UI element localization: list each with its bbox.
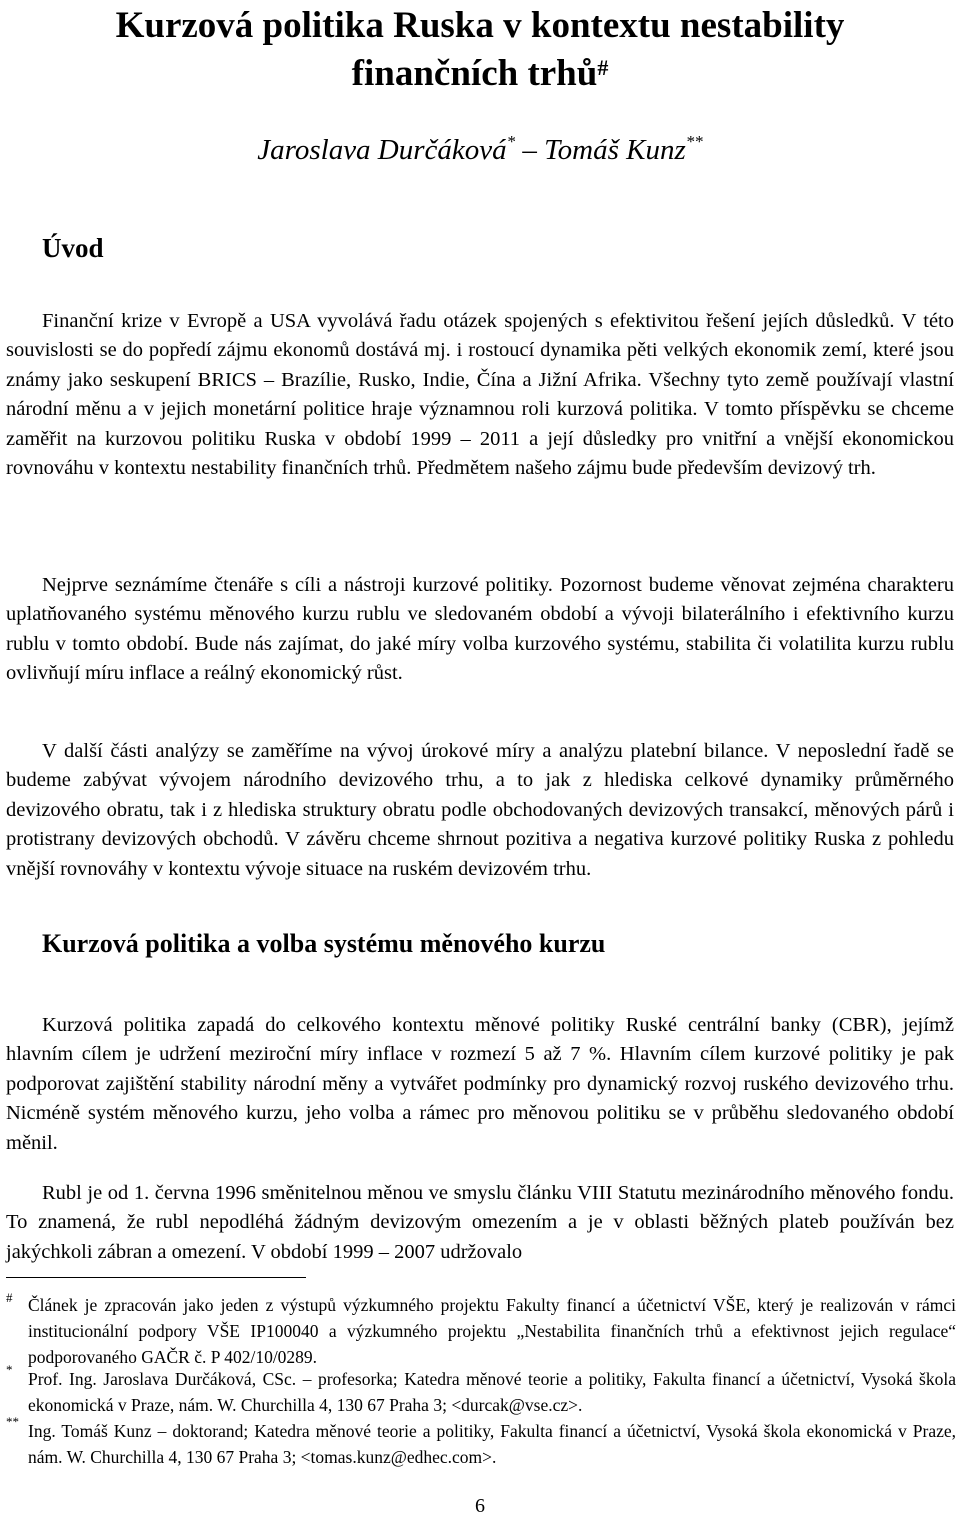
title-footnote-mark: # (597, 55, 609, 80)
page-number: 6 (475, 1495, 485, 1517)
author-separator: – (522, 134, 537, 166)
paragraph-section2-1: Kurzová politika zapadá do celkového kontextu měnové politiky Ruské centrální banky (CBR), jejímž hlavním cílem je udržení meziroční míry inflace v rozmezí 5 až 7 %. Hlavním cílem kurzové politiky je pak podporovat zajištění stability národní měny a vytvářet podmínky pro dynamický rozvoj ruského devizového trhu. Nicméně systém měnového kurzu, jeho volba a rámec pro měnovou politiku se v průběhu sledovaného období měnil. (6, 1013, 954, 1154)
title-line-2-text: finančních trhů (351, 53, 598, 94)
title-line-2 (0, 50, 960, 98)
author-2-mark: ** (685, 132, 703, 151)
section-heading-exchange-policy: Kurzová politika a volba systému měnového kurzu (42, 929, 606, 958)
footnote-2-mark: * (6, 1362, 13, 1377)
author-2: Tomáš Kunz (544, 134, 686, 166)
author-1: Jaroslava Durčáková (257, 134, 507, 166)
section-heading-intro: Úvod (42, 233, 104, 263)
title-line-1: Kurzová politika Ruska v kontextu nestability (115, 5, 845, 46)
author-line (0, 130, 960, 170)
author-1-mark: * (506, 132, 516, 151)
footnote-1: Článek je zpracován jako jeden z výstupů výzkumného projektu Fakulty financí a účetnictví VŠE, který je realizován v rámci institucionální podpory VŠE IP100040 a výzkumného projektu „Nestabilita finančních trhů a efektivnost jejich regulace“ podporovaného GAČR č. P 402/10/0289. (28, 1295, 956, 1367)
footnote-3-mark: ** (6, 1414, 19, 1429)
paragraph-intro-3: V další části analýzy se zaměříme na vývoj úrokové míry a analýzu platební bilance. V neposlední řadě se budeme zabývat vývojem národního devizového trhu, a to jak z hlediska celkové dynamiky průměrného devizového obratu, tak i z hlediska struktury obratu podle obchodovaných devizových transakcí, měnových párů i protistrany devizových obchodů. V závěru chceme shrnout pozitiva a negativa kurzové politiky Ruska z pohledu vnější rovnováhy v kontextu vývoje situace na ruském devizovém trhu. (6, 739, 954, 880)
paragraph-intro-1: Finanční krize v Evropě a USA vyvolává řadu otázek spojených s efektivitou řešení jejích důsledků. V této souvislosti se do popředí zájmu ekonomů dostává mj. i rostoucí dynamika pěti velkých ekonomik zemí, které jsou známy jako seskupení BRICS – Brazílie, Rusko, Indie, Čína a Jižní Afrika. Všechny tyto země používají vlastní národní měnu a v jejich monetární politice hraje významnou roli kurzová politika. V tomto příspěvku se chceme zaměřit na kurzovou politiku Ruska v období 1999 – 2011 a její důsledky pro vnitřní a vnější ekonomickou rovnováhu v kontextu nestability finančních trhů. Předmětem našeho zájmu bude především devizový trh. (6, 309, 954, 480)
footnote-rule (6, 1277, 306, 1278)
footnote-2: Prof. Ing. Jaroslava Durčáková, CSc. – profesorka; Katedra měnové teorie a politiky, Fakulta financí a účetnictví, Vysoká škola ekonomická v Praze, nám. W. Churchilla 4, 130 67 Praha 3; <durcak@vse.cz>. (28, 1369, 956, 1415)
footnote-1-mark: # (6, 1290, 13, 1305)
paragraph-intro-2: Nejprve seznámíme čtenáře s cíli a nástroji kurzové politiky. Pozornost budeme věnovat zejména charakteru uplatňovaného systému měnového kurzu rublu ve sledovaném období a vývoji bilaterálního i efektivního kurzu rublu v tomto období. Bude nás zajímat, do jaké míry volba kurzového systému, stabilita či volatilita kurzu rublu ovlivňují míru inflace a reálný ekonomický růst. (6, 573, 954, 685)
paragraph-section2-2: Rubl je od 1. června 1996 směnitelnou měnou ve smyslu článku VIII Statutu mezinárodního měnového fondu. To znamená, že rubl nepodléhá žádným devizovým omezením a je v oblasti běžných plateb používán bez jakýchkoli zábran a omezení. V období 1999 – 2007 udržovalo (6, 1181, 954, 1263)
paper-title (0, 2, 960, 98)
footnote-3: Ing. Tomáš Kunz – doktorand; Katedra měnové teorie a politiky, Fakulta financí a účetnictví, Vysoká škola ekonomická v Praze, nám. W. Churchilla 4, 130 67 Praha 3; <tomas.kunz@edhec.com>. (28, 1421, 956, 1467)
